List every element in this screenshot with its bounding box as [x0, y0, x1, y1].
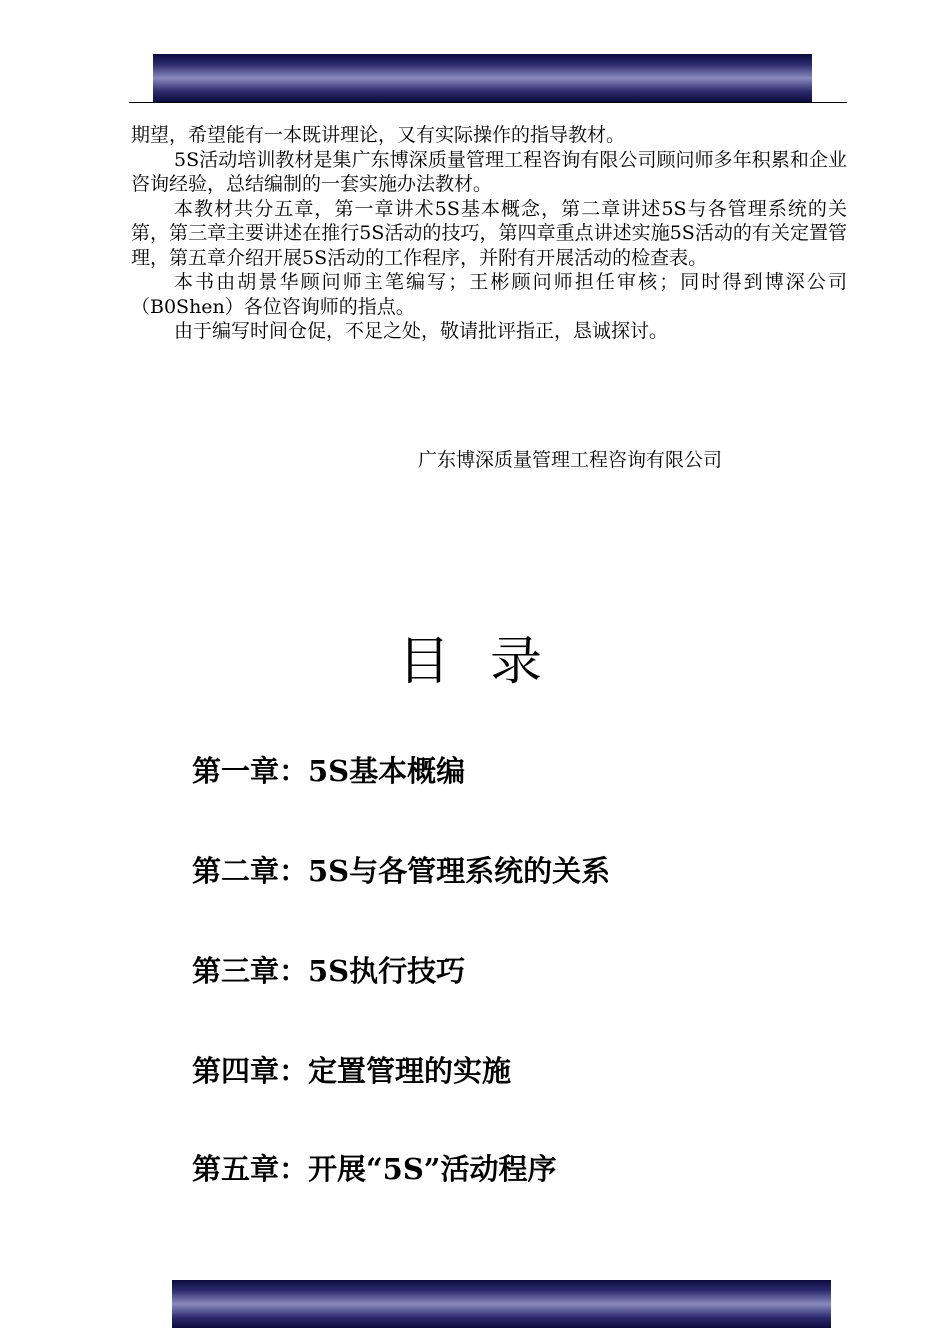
footer-band	[172, 1280, 831, 1328]
toc-item-chapter-5: 第五章：开展“5S”活动程序	[192, 1152, 557, 1186]
preface-paragraph: 本书由胡景华顾问师主笔编写；王彬顾问师担任审核；同时得到博深公司（B0Shen）各位咨询师的指点。	[131, 271, 847, 318]
toc-item-chapter-4: 第四章：定置管理的实施	[192, 1054, 512, 1088]
preface-text	[131, 123, 847, 344]
preface-paragraph: 5S活动培训教材是集广东博深质量管理工程咨询有限公司顾问师多年积累和企业咨询经验，总结编制的一套实施办法教材。	[131, 148, 847, 195]
header-rule	[129, 102, 847, 103]
preface-paragraph: 期望，希望能有一本既讲理论，又有实际操作的指导教材。	[131, 124, 626, 146]
header-band	[153, 54, 812, 102]
toc-item-chapter-1: 第一章：5S基本概编	[192, 754, 466, 788]
toc-item-chapter-3: 第三章：5S执行技巧	[192, 954, 466, 988]
toc-item-chapter-2: 第二章：5S与各管理系统的关系	[192, 854, 611, 888]
preface-paragraph: 由于编写时间仓促，不足之处，敬请批评指正，恳诚探讨。	[174, 320, 669, 342]
toc-title: 目录	[397, 632, 582, 692]
preface-paragraph: 本教材共分五章，第一章讲术5S基本概念，第二章讲述5S与各管理系统的关第，第三章主要讲述在推行5S活动的技巧，第四章重点讲述实施5S活动的有关定置管理，第五章介绍开展5S活动的工作程序，并附有开展活动的检查表。	[131, 197, 847, 269]
company-signature: 广东博深质量管理工程咨询有限公司	[418, 449, 723, 471]
